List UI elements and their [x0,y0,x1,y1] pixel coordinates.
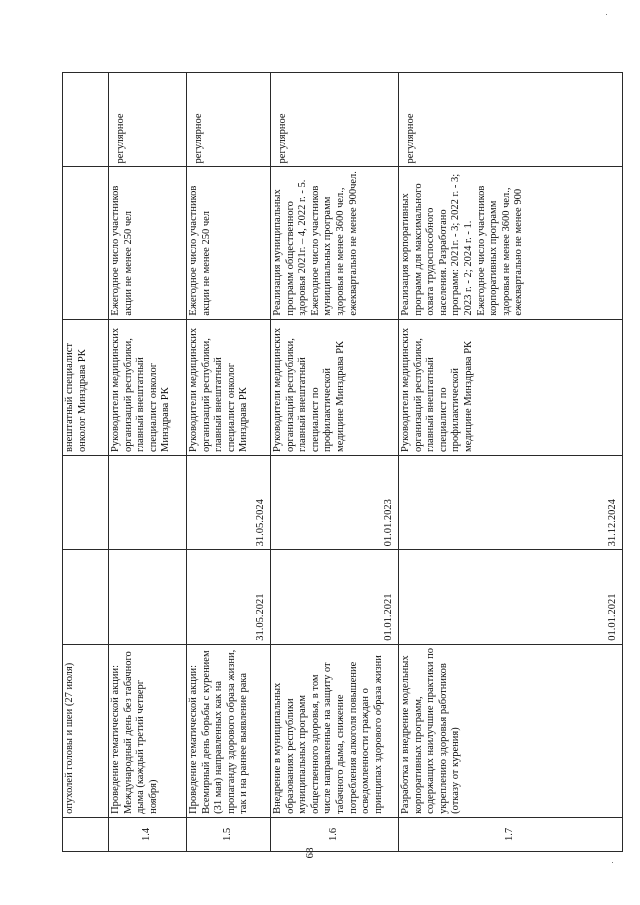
start-date-cell [109,550,187,644]
start-date-cell: 01.01.2021 [399,550,623,644]
indicator-cell: Ежегодное число участников акции не менее 250 чел [187,167,271,319]
table-row [63,73,109,852]
activities-table [62,72,623,852]
activity-cell: Внедрение в муниципальных образованиях республики муниципальных программ общественного здоровья, в том числе направленные на защиту от табачного дыма, снижение потребления алкоголя повышение осведомленности граждан о принципах здорового образа жизни [271,644,399,817]
responsible-cell: Руководители медицинских организаций республики, главный внештатный специалист по профилактической медицине Минздрава РК [271,319,399,455]
row-number: 1.5 [187,817,271,851]
frequency-cell: регулярное [399,73,623,167]
table-row [271,73,399,852]
indicator-cell [63,167,109,319]
row-number: 1.4 [109,817,187,851]
frequency-cell: регулярное [271,73,399,167]
end-date-cell [109,455,187,549]
end-date-cell: 31.12.2024 [399,455,623,549]
end-date-cell: 31.05.2024 [187,455,271,549]
table-row [399,73,623,852]
rotated-table-wrapper [62,72,622,852]
responsible-cell: внештатный специалист онколог Минздрава РК [63,319,109,455]
end-date-cell [63,455,109,549]
responsible-cell: Руководители медицинских организаций республики, главный внештатный специалист по профилактической медицине Минздрава РК [399,319,623,455]
indicator-cell: Реализация муниципальных программ общественного здоровья 2021г. – 4, 2022 г. - 5. Ежегодное число участников муниципальных программ здоровья не менее 3600 чел., ежеквартально не менее 900чел. [271,167,399,319]
end-date-cell: 01.01.2023 [271,455,399,549]
row-number: 1.7 [399,817,623,851]
table-row [109,73,187,852]
page-number: 68 [304,847,316,859]
responsible-cell: Руководители медицинских организаций республики, главный внештатный специалист онколог Минздрава РК [187,319,271,455]
start-date-cell: 01.01.2021 [271,550,399,644]
frequency-cell [63,73,109,167]
activity-cell: Разработка и внедрение модельных корпоративных программ, содержащих наилучшие практики по укреплению здоровья работников (отказу от курения) [399,644,623,817]
indicator-cell: Реализация корпоративных программ для максимального охвата трудоспособного населения. Разработано программ: 2021г. - 3; 2022 г. - 3; 2023 г. - 2; 2024 г. - 1. Ежегодное число участников корпоративных программ здоровья не менее 3600 чел., ежеквартально не менее 900 [399,167,623,319]
table-row [187,73,271,852]
activity-cell: Проведение тематической акции: Международный день без табачного дыма (каждый третий четверг ноября) [109,644,187,817]
frequency-cell: регулярное [187,73,271,167]
responsible-cell: Руководители медицинских организаций республики, главный внештатный специалист онколог Минздрава РК [109,319,187,455]
row-number: 1.6 [271,817,399,851]
scan-speck [612,862,613,863]
scan-speck [606,14,607,15]
start-date-cell [63,550,109,644]
row-number [63,817,109,851]
start-date-cell: 31.05.2021 [187,550,271,644]
activity-cell: Проведение тематической акции: Всемирный день борьбы с курением (31 мая) направленных как на пропаганду здорового образа жизни, так и на раннее выявление рака [187,644,271,817]
activity-cell: опухолей головы и шеи (27 июля) [63,644,109,817]
frequency-cell: регулярное [109,73,187,167]
indicator-cell: Ежегодное число участников акции не менее 250 чел [109,167,187,319]
